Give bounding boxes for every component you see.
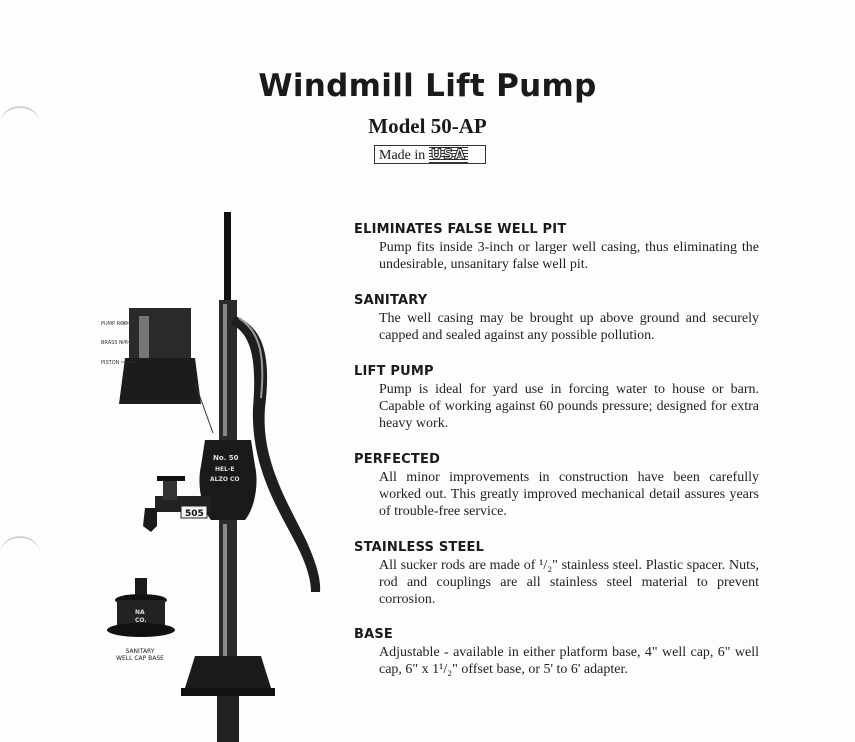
feature-body: The well casing may be brought up above ground and securely capped and sealed against any possible pollution. xyxy=(379,311,759,343)
well-cap-flange xyxy=(107,623,175,637)
well-cap-caption-line-1: SANITARY xyxy=(125,648,155,655)
feature-perfected xyxy=(354,451,759,520)
well-cap-text-1: NA xyxy=(135,609,145,616)
feature-eliminates-false-well-pit xyxy=(354,221,759,273)
pump-column-highlight xyxy=(223,304,227,436)
feature-body: Adjustable - available in either platform base, 4" well cap, 6" well cap, 6" x 1¹/₂" offset base, or 5' to 6' adapter. xyxy=(379,645,759,677)
feature-lift-pump xyxy=(354,363,759,432)
inset-pointer xyxy=(195,383,213,433)
well-cap-caption-line-2: WELL CAP BASE xyxy=(116,655,164,662)
well-cap-text-2: CO. xyxy=(135,617,147,624)
drop-pipe xyxy=(219,520,237,660)
drop-pipe-highlight xyxy=(223,524,227,656)
spout-valve xyxy=(163,480,177,500)
inset-label-brass: BRASS N.T. xyxy=(101,340,129,346)
feature-heading: PERFECTED xyxy=(354,452,441,467)
inset-base xyxy=(119,358,201,404)
feature-body: All minor improvements in construction have been carefully worked out. This greatly improved mechanical detail assures years of trouble-free service. xyxy=(379,470,759,519)
model-subtitle: Model 50-AP xyxy=(368,114,487,138)
badge-505-text: 505 xyxy=(185,509,204,519)
spout-valve-handle xyxy=(157,476,185,481)
feature-heading: STAINLESS STEEL xyxy=(354,540,485,555)
made-in-country: USA xyxy=(430,147,467,163)
feature-body: Pump fits inside 3-inch or larger well casing, thus eliminating the undesirable, unsanitary false well pit. xyxy=(379,240,759,272)
feature-heading: SANITARY xyxy=(354,293,428,308)
well-cap-caption xyxy=(100,648,180,662)
feature-body: All sucker rods are made of ¹/₂" stainless steel. Plastic spacer. Nuts, rod and couplings are all stainless steel material to prevent corrosion. xyxy=(379,558,759,607)
base-plate xyxy=(181,688,275,696)
casting-text-2: HEL-E xyxy=(215,466,235,473)
inset-label-piston: PISTON xyxy=(101,360,120,366)
feature-heading: BASE xyxy=(354,627,394,642)
inset-label-pump-rod: PUMP ROD xyxy=(101,321,128,327)
casting-text-3: ALZO CO xyxy=(210,476,240,483)
feature-base xyxy=(354,626,759,678)
base-flange xyxy=(185,656,271,688)
feature-body: Pump is ideal for yard use in forcing water to house or barn. Capable of working against 60 pounds pressure; designed for extra heavy work. xyxy=(379,382,759,431)
made-in-usa-badge xyxy=(374,145,486,164)
lower-coupling xyxy=(217,696,239,742)
feature-heading: ELIMINATES FALSE WELL PIT xyxy=(354,222,567,237)
feature-stainless-steel xyxy=(354,539,759,608)
pump-rod xyxy=(224,212,231,304)
spout-outlet xyxy=(143,508,157,532)
made-in-prefix: Made in xyxy=(379,148,426,163)
punch-hole-bottom xyxy=(0,536,40,572)
feature-sanitary xyxy=(354,292,759,344)
page-title: Windmill Lift Pump xyxy=(258,68,597,104)
feature-heading: LIFT PUMP xyxy=(354,364,434,379)
casting-text-1: No. 50 xyxy=(213,454,239,462)
